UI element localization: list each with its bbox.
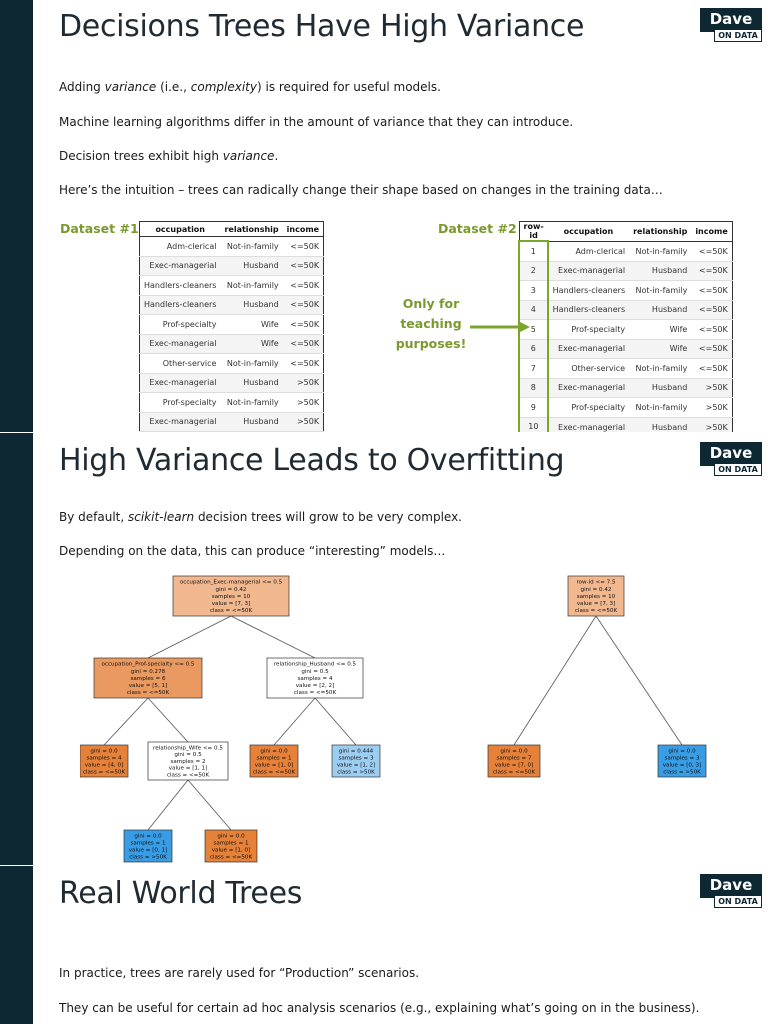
text-italic: complexity (190, 80, 257, 94)
table-cell: Husband (220, 256, 282, 276)
table-row (519, 378, 732, 398)
text: decision trees will grow to be very complex. (194, 510, 462, 524)
table-row (140, 276, 324, 296)
table-row (140, 315, 324, 335)
text: (i.e., (156, 80, 191, 94)
table-cell: Exec-managerial (548, 339, 629, 359)
column-header: relationship (629, 222, 691, 242)
tree-node (173, 576, 289, 616)
table-row (519, 281, 732, 301)
table-cell: <=50K (691, 261, 732, 281)
tree-node-text: value = [1, 0] (211, 847, 251, 854)
table-cell: Exec-managerial (548, 261, 629, 281)
table-cell: Not-in-family (220, 393, 282, 413)
tree-node-text: samples = 6 (130, 675, 166, 682)
table-cell: <=50K (283, 237, 324, 257)
table-row (140, 237, 324, 257)
table-cell: <=50K (283, 315, 324, 335)
table-row (519, 359, 732, 379)
paragraph: They can be useful for certain ad hoc analysis scenarios (e.g., explaining what’s going on in the business). (59, 1001, 700, 1015)
table-cell: Exec-managerial (140, 412, 221, 432)
table-cell: Prof-specialty (140, 393, 221, 413)
table-header-row (140, 222, 324, 237)
table-cell: >50K (691, 417, 732, 432)
tree-node-text: samples = 1 (130, 840, 166, 847)
tree-node-text: relationship_Husband <= 0.5 (273, 661, 357, 668)
tree-node-text: samples = 4 (86, 755, 122, 762)
tree-node-text: gini = 0.0 (217, 833, 245, 840)
table-cell: >50K (283, 373, 324, 393)
dataset-1-label: Dataset #1 (60, 221, 139, 236)
tree-node-text: samples = 10 (576, 593, 616, 600)
table-cell: Not-in-family (629, 398, 691, 418)
table-cell: Not-in-family (220, 276, 282, 296)
tree-node-text: occupation_Prof-specialty <= 0.5 (101, 661, 195, 668)
tree-node-text: samples = 10 (211, 593, 251, 600)
table-cell: Husband (220, 412, 282, 432)
tree-node-text: value = [1, 1] (168, 765, 208, 772)
table-cell: Husband (629, 300, 691, 320)
tree-node-text: class = >50K (663, 769, 701, 776)
text: Decision trees exhibit high (59, 149, 223, 163)
right-arrow-icon (470, 320, 530, 334)
tree-node-text: gini = 0.5 (301, 668, 329, 675)
column-header: occupation (140, 222, 221, 237)
decision-tree-2 (480, 568, 710, 788)
tree-node-text: samples = 3 (664, 755, 700, 762)
row-id-cell: 10 (519, 417, 548, 432)
slide-1 (0, 0, 768, 432)
tree-node-text: gini = 0.42 (580, 586, 612, 593)
tree-node-text: samples = 1 (213, 840, 249, 847)
tree-node (488, 745, 540, 777)
dave-on-data-logo (700, 874, 762, 908)
tree-node-text: value = [4, 0] (84, 762, 124, 769)
text-italic: scikit-learn (128, 510, 195, 524)
slide-3 (0, 866, 768, 1024)
row-id-cell: 5 (519, 320, 548, 340)
tree-node-text: gini = 0.0 (500, 748, 528, 755)
tree-node (568, 576, 624, 616)
paragraph (59, 149, 278, 163)
tree-node-text: class = <=50K (293, 690, 337, 697)
paragraph: Depending on the data, this can produce “interesting” models… (59, 544, 446, 558)
paragraph (59, 80, 441, 94)
table-cell: <=50K (691, 339, 732, 359)
note-line: Only for (402, 296, 460, 311)
tree-node (332, 745, 380, 777)
tree-node-text: class = >50K (129, 854, 167, 861)
table-cell: Not-in-family (220, 354, 282, 374)
table-cell: <=50K (691, 359, 732, 379)
table-cell: Handlers-cleaners (140, 295, 221, 315)
tree-node (148, 742, 228, 780)
table-cell: >50K (283, 393, 324, 413)
tree-node-text: gini = 0.0 (90, 748, 118, 755)
table-row (140, 295, 324, 315)
table-cell: <=50K (691, 300, 732, 320)
table-row (140, 354, 324, 374)
column-header: income (691, 222, 732, 242)
note-line: purposes! (395, 336, 467, 351)
tree-edge (315, 698, 356, 745)
column-header: relationship (220, 222, 282, 237)
table-cell: <=50K (283, 295, 324, 315)
tree-node (80, 745, 128, 777)
tree-node-text: samples = 7 (496, 755, 532, 762)
logo-text-top: Dave (700, 874, 762, 898)
tree-node (250, 745, 298, 777)
dave-on-data-logo (700, 442, 762, 476)
table-row (519, 300, 732, 320)
tree-node-text: value = [7, 3] (576, 601, 616, 608)
logo-text-bottom: ON DATA (714, 29, 762, 42)
table-cell: Other-service (140, 354, 221, 374)
table-header-row (519, 222, 732, 242)
decision-tree-1 (80, 568, 400, 865)
paragraph: Machine learning algorithms differ in the amount of variance that they can introduce. (59, 115, 574, 129)
tree-node (205, 830, 257, 862)
tree-node (124, 830, 172, 862)
tree-node-text: value = [7, 0] (494, 762, 534, 769)
table-cell: Not-in-family (629, 281, 691, 301)
slide-title: Decisions Trees Have High Variance (59, 9, 585, 44)
tree-node-text: class = <=50K (82, 769, 126, 776)
tree-node-text: gini = 0.278 (130, 668, 166, 675)
tree-node-text: gini = 0.0 (668, 748, 696, 755)
column-header: row-id (519, 222, 548, 242)
table-cell: Husband (629, 378, 691, 398)
tree-node-text: samples = 4 (297, 675, 333, 682)
tree-node-text: class = <=50K (492, 769, 536, 776)
table-cell: Husband (629, 261, 691, 281)
table-cell: <=50K (691, 241, 732, 261)
table-cell: Not-in-family (629, 359, 691, 379)
tree-edge (514, 616, 596, 745)
table-cell: Wife (629, 339, 691, 359)
tree-node-text: class = <=50K (209, 854, 253, 861)
table-cell: Prof-specialty (140, 315, 221, 335)
dataset-1-table (139, 221, 324, 432)
paragraph: Here’s the intuition – trees can radically change their shape based on changes in the training data… (59, 183, 663, 197)
table-row (519, 339, 732, 359)
table-row (519, 320, 732, 340)
table-row (140, 334, 324, 354)
table-cell: Wife (220, 315, 282, 335)
table-cell: Prof-specialty (548, 320, 629, 340)
table-cell: Husband (220, 373, 282, 393)
slide-sidebar (0, 866, 33, 1024)
table-row (140, 412, 324, 432)
tree-node-text: gini = 0.42 (215, 586, 247, 593)
tree-node-text: class = <=50K (209, 608, 253, 615)
logo-text-top: Dave (700, 442, 762, 466)
text: Adding (59, 80, 105, 94)
row-id-cell: 8 (519, 378, 548, 398)
paragraph: In practice, trees are rarely used for “Production” scenarios. (59, 966, 420, 980)
table-row (140, 256, 324, 276)
table-cell: <=50K (283, 276, 324, 296)
table-cell: >50K (691, 378, 732, 398)
logo-text-top: Dave (700, 8, 762, 32)
slide-2 (0, 433, 768, 865)
table-cell: Not-in-family (220, 237, 282, 257)
tree-node-text: value = [5, 1] (128, 683, 168, 690)
column-header: income (283, 222, 324, 237)
table-cell: Adm-clerical (140, 237, 221, 257)
row-id-cell: 6 (519, 339, 548, 359)
tree-node-text: class = <=50K (166, 772, 210, 779)
tree-node-text: row-id <= 7.5 (576, 579, 616, 586)
tree-edge (596, 616, 682, 745)
slide-title: Real World Trees (59, 876, 303, 911)
tree-node-text: value = [1, 2] (336, 762, 376, 769)
tree-edge (188, 780, 231, 830)
tree-node-text: value = [1, 0] (254, 762, 294, 769)
text: By default, (59, 510, 128, 524)
row-id-cell: 9 (519, 398, 548, 418)
dataset-2-label: Dataset #2 (438, 221, 517, 236)
table-cell: >50K (691, 398, 732, 418)
table-cell: >50K (283, 412, 324, 432)
table-cell: Handlers-cleaners (548, 281, 629, 301)
logo-text-bottom: ON DATA (714, 463, 762, 476)
table-row (519, 398, 732, 418)
text-italic: variance (104, 80, 157, 94)
paragraph (59, 510, 462, 524)
dave-on-data-logo (700, 8, 762, 42)
column-header: occupation (548, 222, 629, 242)
table-cell: <=50K (283, 354, 324, 374)
tree-node-text: relationship_Wife <= 0.5 (153, 745, 223, 752)
tree-node-text: value = [0, 3] (662, 762, 702, 769)
tree-edge (148, 616, 231, 658)
tree-node-text: samples = 2 (170, 758, 206, 765)
row-id-cell: 4 (519, 300, 548, 320)
table-row (140, 393, 324, 413)
tree-edge (231, 616, 315, 658)
table-cell: Wife (629, 320, 691, 340)
table-cell: Handlers-cleaners (140, 276, 221, 296)
table-cell: Husband (629, 417, 691, 432)
tree-node-text: samples = 1 (256, 755, 292, 762)
teaching-note (395, 294, 467, 354)
tree-node-text: gini = 0.5 (174, 752, 202, 759)
text: ) is required for useful models. (256, 80, 441, 94)
logo-text-bottom: ON DATA (714, 895, 762, 908)
tree-node-text: class = >50K (337, 769, 375, 776)
table-cell: Not-in-family (629, 241, 691, 261)
table-row (519, 417, 732, 432)
tree-node-text: class = <=50K (574, 608, 618, 615)
tree-node (658, 745, 706, 777)
text-italic: variance (222, 149, 275, 163)
table-cell: <=50K (283, 256, 324, 276)
table-row (519, 241, 732, 261)
tree-node-text: class = <=50K (252, 769, 296, 776)
table-cell: Adm-clerical (548, 241, 629, 261)
table-cell: Exec-managerial (140, 334, 221, 354)
tree-edge (104, 698, 148, 745)
tree-node-text: occupation_Exec-managerial <= 0.5 (179, 579, 283, 586)
row-id-cell: 1 (519, 241, 548, 261)
slide-sidebar (0, 0, 33, 432)
table-cell: Other-service (548, 359, 629, 379)
table-cell: Exec-managerial (140, 256, 221, 276)
tree-node-text: value = [0, 1] (128, 847, 168, 854)
table-row (140, 373, 324, 393)
tree-edge (274, 698, 315, 745)
tree-edge (148, 698, 188, 742)
tree-node-text: value = [7, 3] (211, 601, 251, 608)
table-cell: Wife (220, 334, 282, 354)
tree-node-text: class = <=50K (126, 690, 170, 697)
tree-node (94, 658, 202, 698)
tree-node-text: gini = 0.0 (134, 833, 162, 840)
slide-sidebar (0, 433, 33, 865)
text: . (274, 149, 279, 163)
table-cell: Exec-managerial (548, 378, 629, 398)
table-cell: Prof-specialty (548, 398, 629, 418)
note-line: teaching (400, 316, 462, 331)
table-cell: <=50K (691, 320, 732, 340)
table-cell: Handlers-cleaners (548, 300, 629, 320)
row-id-cell: 3 (519, 281, 548, 301)
table-cell: <=50K (283, 334, 324, 354)
tree-node (267, 658, 363, 698)
tree-node-text: gini = 0.444 (338, 748, 374, 755)
table-cell: Exec-managerial (548, 417, 629, 432)
dataset-2-table (518, 221, 733, 432)
table-cell: Husband (220, 295, 282, 315)
slide-title: High Variance Leads to Overfitting (59, 443, 565, 478)
row-id-cell: 7 (519, 359, 548, 379)
table-cell: <=50K (691, 281, 732, 301)
tree-node-text: gini = 0.0 (260, 748, 288, 755)
tree-node-text: samples = 3 (338, 755, 374, 762)
tree-node-text: value = [2, 2] (295, 683, 335, 690)
table-row (519, 261, 732, 281)
table-cell: Exec-managerial (140, 373, 221, 393)
row-id-cell: 2 (519, 261, 548, 281)
tree-edge (148, 780, 188, 830)
